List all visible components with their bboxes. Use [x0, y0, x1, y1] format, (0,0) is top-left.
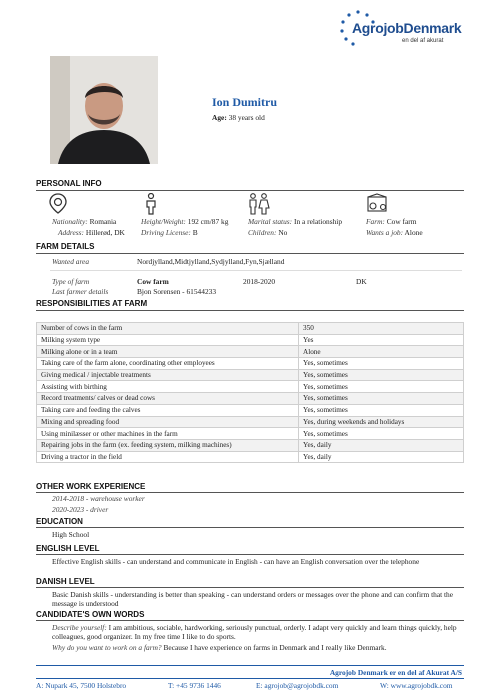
candidate-age	[212, 113, 265, 122]
education-value: High School	[52, 530, 90, 539]
location-pin-icon	[48, 193, 68, 215]
section-farm-details: FARM DETAILS	[36, 242, 95, 251]
footer-phone[interactable]: T: +45 9736 1446	[168, 681, 221, 690]
value-cell: Yes, daily	[299, 439, 464, 451]
last-farmer-label: Last farmer details	[52, 287, 109, 296]
height-row	[141, 217, 228, 226]
marital-row	[248, 217, 342, 226]
footer-company: Agrojob Denmark er en del af Akurat A/S	[329, 668, 462, 677]
address-label: Address:	[58, 228, 85, 237]
person-height-icon	[144, 193, 158, 215]
value-cell: Yes, sometimes	[299, 369, 464, 381]
wants-label: Wants a job:	[366, 228, 404, 237]
task-cell: Taking care of the farm alone, coordinating other employees	[37, 358, 299, 370]
table-row	[37, 381, 464, 393]
value-cell: Yes, sometimes	[299, 428, 464, 440]
english-value: Effective English skills - can understand and communicate in English - can have an English conversation over the telephone	[52, 557, 420, 566]
task-cell: Repairing jobs in the farm (ex. feeding system, milking machines)	[37, 439, 299, 451]
family-icon	[248, 193, 270, 215]
value-cell: Yes	[299, 334, 464, 346]
value-cell: 350	[299, 323, 464, 335]
table-row	[37, 323, 464, 335]
candidate-photo	[50, 56, 158, 164]
license-label: Driving License:	[141, 228, 191, 237]
task-cell: Assisting with birthing	[37, 381, 299, 393]
marital-value: In a relationship	[294, 217, 343, 226]
farm-country: DK	[356, 277, 367, 286]
task-cell: Using minilæsser or other machines in the farm	[37, 428, 299, 440]
responsibilities-table	[36, 322, 464, 463]
address-value: Hillerød, DK	[85, 228, 125, 237]
address-row	[58, 228, 125, 237]
divider	[36, 527, 464, 528]
farm-years: 2018-2020	[243, 277, 276, 286]
wants-value: Alone	[404, 228, 423, 237]
task-cell: Giving medical / injectable treatments	[37, 369, 299, 381]
divider	[36, 253, 464, 254]
section-own-words: CANDIDATE'S OWN WORDS	[36, 610, 145, 619]
wanted-area-label: Wanted area	[52, 257, 90, 266]
candidate-name: Ion Dumitru	[212, 95, 278, 109]
task-cell: Taking care and feeding the calves	[37, 404, 299, 416]
divider	[36, 587, 464, 588]
table-row	[37, 346, 464, 358]
farm-value: Cow farm	[386, 217, 417, 226]
task-cell: Milking system type	[37, 334, 299, 346]
farm-row	[366, 217, 417, 226]
why-answer: Because I have experience on farms in Denmark and I really like Denmark.	[163, 643, 387, 652]
task-cell: Record treatments/ calves or dead cows	[37, 393, 299, 405]
license-row	[141, 228, 198, 237]
footer-web[interactable]: W: www.agrojobdk.com	[380, 681, 453, 690]
logo-brand: AgrojobDenmark	[352, 20, 462, 36]
task-cell: Driving a tractor in the field	[37, 451, 299, 463]
children-label: Children:	[248, 228, 277, 237]
describe-question: Describe yourself:	[52, 623, 107, 632]
value-cell: Yes, during weekends and holidays	[299, 416, 464, 428]
describe-yourself	[52, 623, 464, 641]
table-row	[37, 358, 464, 370]
logo	[338, 8, 468, 48]
height-label: Height/Weight:	[141, 217, 186, 226]
work-item: 2020-2023 - driver	[52, 505, 109, 514]
task-cell: Number of cows in the farm	[37, 323, 299, 335]
danish-value: Basic Danish skills - understanding is better than speaking - can understand orders or messages over the phone and can confirm that the message is understood	[52, 590, 454, 608]
divider	[36, 190, 464, 191]
section-education: EDUCATION	[36, 517, 83, 526]
value-cell: Yes, sometimes	[299, 381, 464, 393]
table-row	[37, 428, 464, 440]
divider	[36, 492, 464, 493]
footer-rule	[36, 665, 464, 666]
value-cell: Alone	[299, 346, 464, 358]
children-value: No	[278, 228, 288, 237]
table-row	[37, 451, 464, 463]
divider	[36, 620, 464, 621]
section-danish: DANISH LEVEL	[36, 577, 95, 586]
logo-sub: en del af akurat	[402, 38, 444, 44]
nationality-value: Romania	[89, 217, 117, 226]
table-row	[37, 334, 464, 346]
describe-answer: I am ambitious, sociable, hardworking, seriously punctual, orderly. I adapt very quickly and learn things quickly, help colleagues, good organizer. In my free time I like to do sports.	[52, 623, 457, 641]
value-cell: Yes, sometimes	[299, 393, 464, 405]
divider	[36, 310, 464, 311]
farm-icon	[366, 193, 390, 215]
work-item: 2014-2018 - warehouse worker	[52, 494, 145, 503]
section-other-work: OTHER WORK EXPERIENCE	[36, 482, 146, 491]
wants-row	[366, 228, 423, 237]
task-cell: Milking alone or in a team	[37, 346, 299, 358]
divider-thin	[50, 270, 462, 271]
height-value: 192 cm/87 kg	[187, 217, 229, 226]
age-value: 38 years old	[228, 113, 265, 122]
farm-label: Farm:	[366, 217, 385, 226]
marital-label: Marital status:	[248, 217, 293, 226]
divider	[36, 554, 464, 555]
value-cell: Yes, sometimes	[299, 358, 464, 370]
age-label: Age:	[212, 113, 227, 122]
table-row	[37, 369, 464, 381]
value-cell: Yes, sometimes	[299, 404, 464, 416]
table-row	[37, 393, 464, 405]
footer-email[interactable]: E: agrojob@agrojobdk.com	[256, 681, 339, 690]
footer-address: A: Nupark 45, 7500 Holstebro	[36, 681, 127, 690]
nationality-row	[52, 217, 116, 226]
farm-type-value: Cow farm	[137, 277, 169, 286]
table-row	[37, 404, 464, 416]
task-cell: Mixing and spreading food	[37, 416, 299, 428]
children-row	[248, 228, 287, 237]
value-cell: Yes, daily	[299, 451, 464, 463]
why-question: Why do you want to work on a farm?	[52, 643, 162, 652]
last-farmer-value: Bjon Sorensen - 61544233	[137, 287, 217, 296]
nationality-label: Nationality:	[52, 217, 88, 226]
why-farm	[52, 643, 464, 652]
footer-rule-lower	[36, 678, 464, 679]
section-english: ENGLISH LEVEL	[36, 544, 100, 553]
farm-type-label: Type of farm	[52, 277, 90, 286]
table-row	[37, 439, 464, 451]
table-row	[37, 416, 464, 428]
license-value: B	[192, 228, 198, 237]
section-personal-info: PERSONAL INFO	[36, 179, 102, 188]
wanted-area-value: Nordjylland,Midtjylland,Sydjylland,Fyn,Sjælland	[137, 257, 285, 266]
section-responsibilities: RESPONSIBILITIES AT FARM	[36, 299, 148, 308]
